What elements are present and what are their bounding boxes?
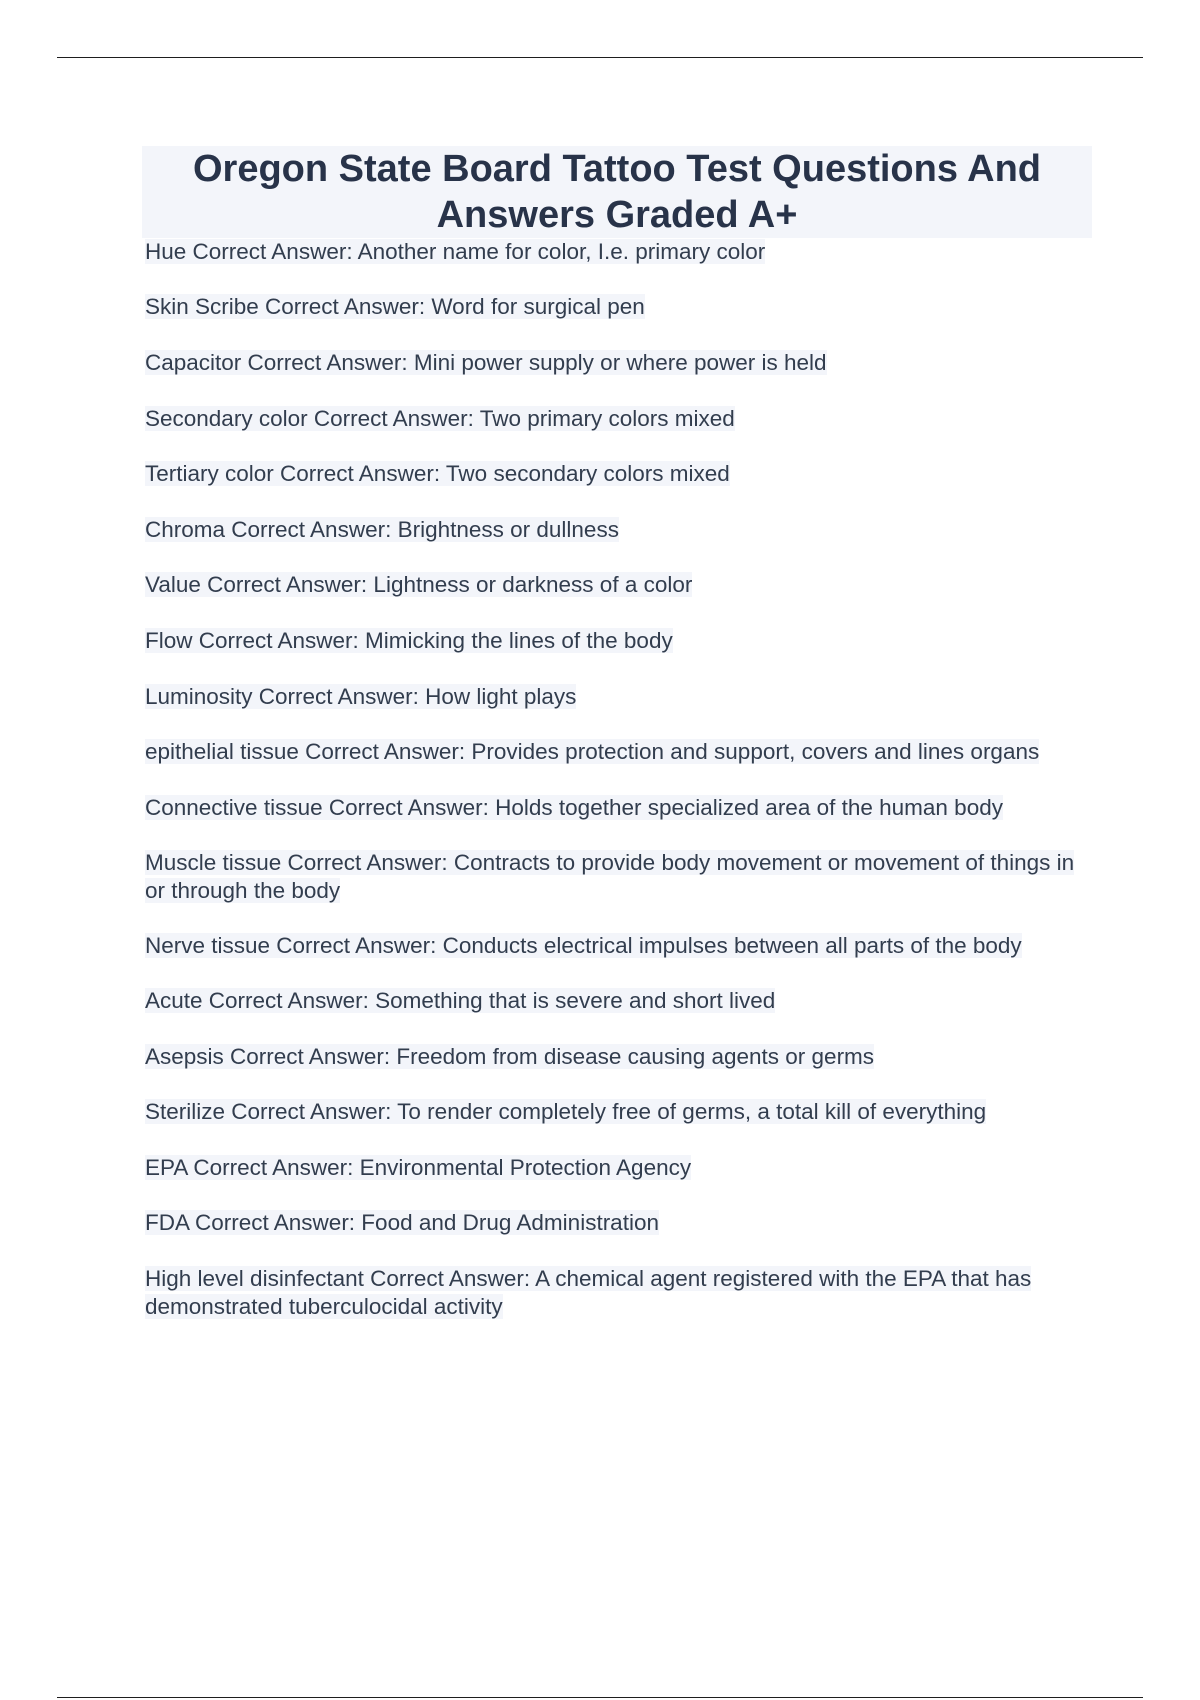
qa-item-text: Hue Correct Answer: Another name for color, I.e. primary color <box>145 239 766 264</box>
qa-item-text: epithelial tissue Correct Answer: Provides protection and support, covers and lines organs <box>145 739 1040 764</box>
document-title: Oregon State Board Tattoo Test Questions And Answers Graded A+ <box>192 148 1041 236</box>
qa-item-text: Nerve tissue Correct Answer: Conducts electrical impulses between all parts of the body <box>145 933 1022 958</box>
qa-item <box>145 1154 1090 1182</box>
qa-item-text: Secondary color Correct Answer: Two primary colors mixed <box>145 406 735 431</box>
qa-item-text: Muscle tissue Correct Answer: Contracts to provide body movement or movement of things in or through the body <box>145 850 1075 903</box>
qa-item <box>145 571 1090 599</box>
qa-item <box>145 932 1090 960</box>
qa-item-text: High level disinfectant Correct Answer: A chemical agent registered with the EPA that has demonstrated tuberculocidal activity <box>145 1266 1032 1319</box>
qa-item-text: Value Correct Answer: Lightness or darkness of a color <box>145 572 693 597</box>
qa-item-text: EPA Correct Answer: Environmental Protection Agency <box>145 1155 692 1180</box>
qa-item <box>145 794 1090 822</box>
title-block <box>142 146 1092 238</box>
qa-item <box>145 683 1090 711</box>
qa-item-text: Flow Correct Answer: Mimicking the lines of the body <box>145 628 673 653</box>
qa-item <box>145 293 1090 321</box>
qa-item-text: Chroma Correct Answer: Brightness or dullness <box>145 517 619 542</box>
qa-item-text: Tertiary color Correct Answer: Two secondary colors mixed <box>145 461 730 486</box>
qa-item <box>145 238 1090 266</box>
qa-item <box>145 1265 1090 1321</box>
qa-item <box>145 738 1090 766</box>
qa-item-text: Capacitor Correct Answer: Mini power supply or where power is held <box>145 350 827 375</box>
page-bottom-rule <box>57 1697 1143 1698</box>
qa-item <box>145 1209 1090 1237</box>
qa-item-text: Acute Correct Answer: Something that is severe and short lived <box>145 988 776 1013</box>
qa-item <box>145 460 1090 488</box>
qa-item-text: Asepsis Correct Answer: Freedom from disease causing agents or germs <box>145 1044 875 1069</box>
page-top-rule <box>57 57 1143 58</box>
qa-item <box>145 405 1090 433</box>
qa-item <box>145 1043 1090 1071</box>
qa-item <box>145 1098 1090 1126</box>
qa-item-text: Luminosity Correct Answer: How light plays <box>145 684 577 709</box>
qa-list <box>145 238 1090 1321</box>
qa-item <box>145 516 1090 544</box>
qa-item <box>145 849 1090 905</box>
qa-item <box>145 987 1090 1015</box>
qa-item-text: FDA Correct Answer: Food and Drug Administration <box>145 1210 659 1235</box>
qa-item <box>145 627 1090 655</box>
qa-item <box>145 349 1090 377</box>
qa-item-text: Connective tissue Correct Answer: Holds together specialized area of the human body <box>145 795 1003 820</box>
qa-item-text: Skin Scribe Correct Answer: Word for surgical pen <box>145 294 645 319</box>
qa-item-text: Sterilize Correct Answer: To render completely free of germs, a total kill of everything <box>145 1099 987 1124</box>
